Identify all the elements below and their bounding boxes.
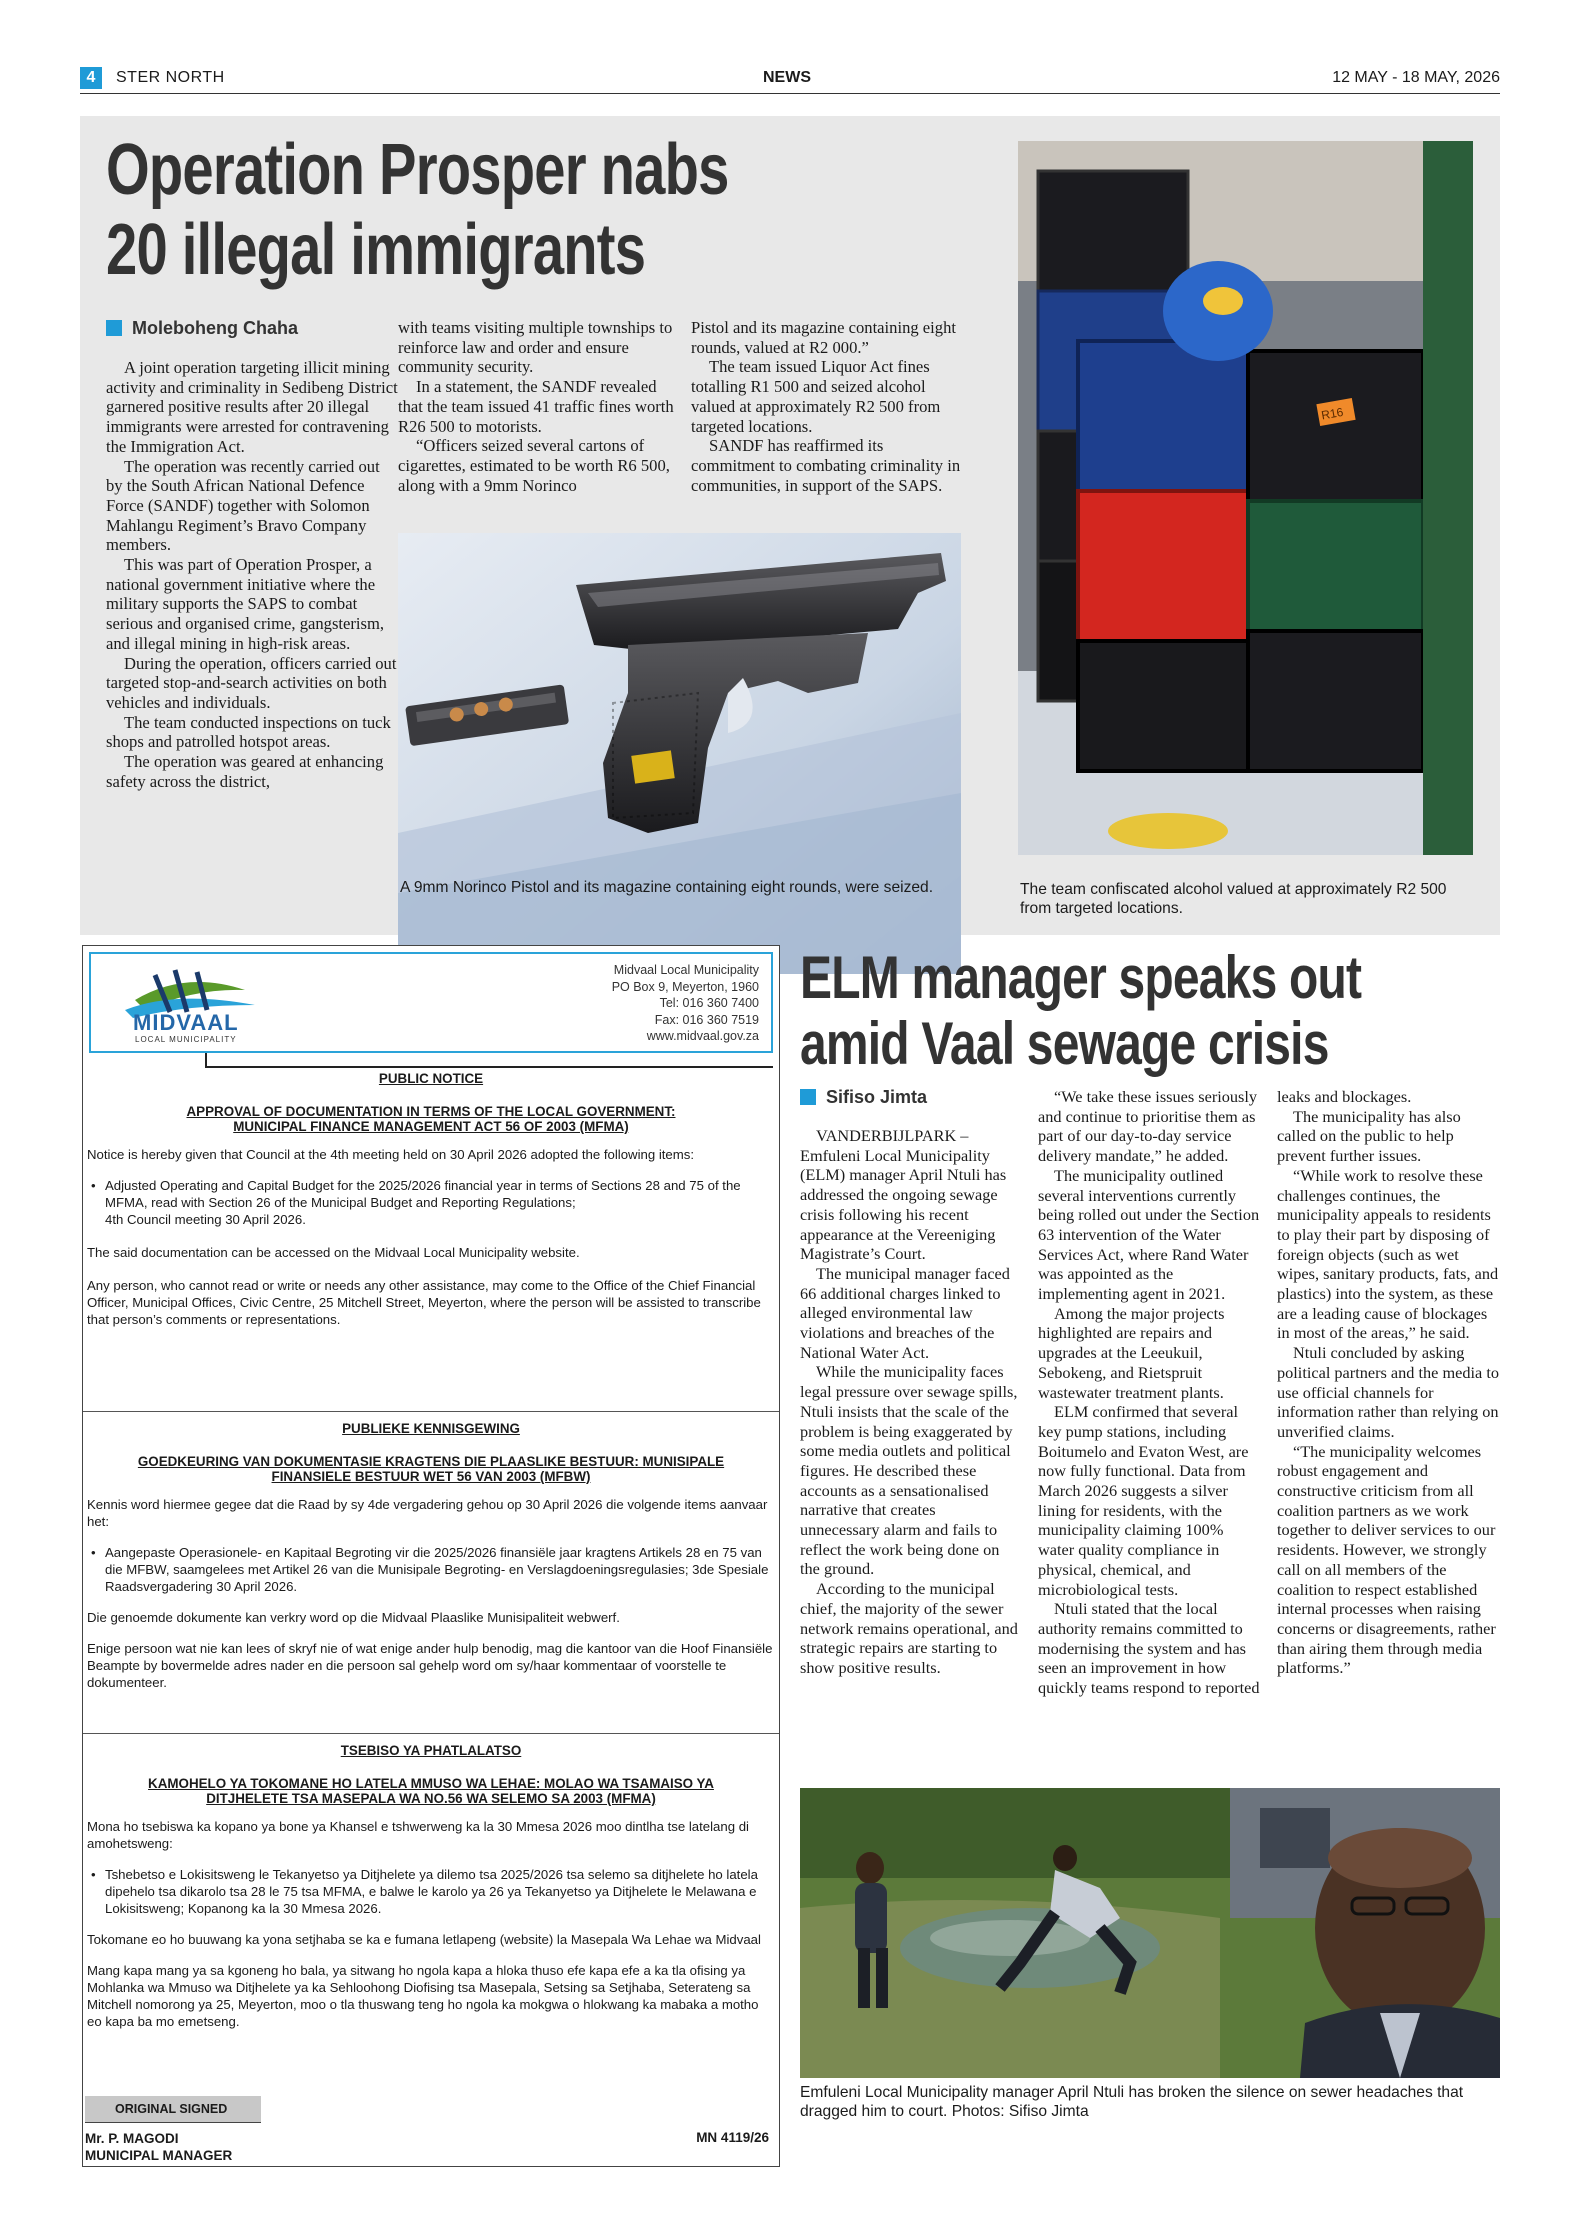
story1-headline-line2: 20 illegal immigrants xyxy=(106,210,646,290)
pistol-caption: A 9mm Norinco Pistol and its magazine containing eight rounds, were seized. xyxy=(400,879,934,896)
contact-line-4: Fax: 016 360 7519 xyxy=(654,1012,759,1027)
crates-caption: The team confiscated alcohol valued at approximately R2 500 from targeted locations. xyxy=(1020,881,1447,917)
notice-en-subtitle-1: APPROVAL OF DOCUMENTATION IN TERMS OF THE LOCAL GOVERNMENT: xyxy=(186,1104,676,1119)
byline-square-icon xyxy=(800,1089,816,1105)
notice-af-assist: Enige persoon wat nie kan lees of skryf nie of wat enige ander hulp benodig, mag die kantoor van die Hoof Finansiële Beampte by bovermelde adres nader en die persoon sal gehelp word om sy/haar kommentaar of voorstelle te dokumenteer. xyxy=(87,1641,773,1690)
notice-af-intro: Kennis word hiermee gegee dat die Raad by sy 4de vergadering gehou op 30 April 2026 die volgende items aanvaar het: xyxy=(87,1497,768,1529)
notice-st-intro: Mona ho tsebiswa ka kopano ya bone ya Khansel e tshwerweng ka la 30 Mmesa 2026 moo dintlha tse latelang di amohetsweng: xyxy=(87,1819,749,1851)
notice-af-title: PUBLIEKE KENNISGEWING xyxy=(342,1421,520,1436)
story1-column-2 xyxy=(398,318,684,495)
story2-c2-p3: Among the major projects highlighted are repairs and upgrades at the Leeukuil, Sebokeng, and Rietspruit wastewater treatment plants. xyxy=(1038,1303,1225,1402)
notice-en-assist: Any person, who cannot read or write or needs any other assistance, may come to the Office of the Chief Financial Officer, Municipal Offices, Civic Centre, 25 Mitchell Street, Meyerton, where the person will be assisted to transcribe that person’s comments or representations. xyxy=(87,1278,761,1327)
story1-column-3 xyxy=(691,318,961,495)
story2-c3-p2: The municipality has also called on the public to help prevent further issues. xyxy=(1277,1106,1461,1166)
signatory xyxy=(85,2130,232,2164)
notice-english xyxy=(87,1071,775,1328)
notice-af-subtitle-2: FINANSIELE BESTUUR WET 56 VAN 2003 (MFBW) xyxy=(271,1469,591,1484)
story1-column-1 xyxy=(106,358,398,791)
notice-separator-1 xyxy=(83,1411,779,1412)
story1-c3-p3: SANDF has reaffirmed its commitment to combating criminality in communities, in support of the SAPS. xyxy=(691,436,961,495)
issue-date: 12 MAY - 18 MAY, 2026 xyxy=(1332,69,1500,86)
notice-en-list xyxy=(87,1177,775,1211)
story2-headline-line1: ELM manager speaks out xyxy=(800,944,1362,1011)
story-operation-prosper xyxy=(80,116,1500,935)
notice-letterhead xyxy=(89,952,773,1053)
notice-en-access: The said documentation can be accessed on the Midvaal Local Municipality website. xyxy=(87,1245,580,1260)
public-notice-advert xyxy=(82,945,780,2167)
notice-st-access: Tokomane eo ho buuwang ka yona setjhaba se ka e fumana letlapeng (website) la Masepala Wa Lehae wa Midvaal xyxy=(87,1932,761,1947)
signatory-name: Mr. P. MAGODI xyxy=(85,2131,179,2146)
story2-byline xyxy=(800,1087,927,1108)
notice-af-bullet: • Aangepaste Operasionele- en Kapitaal Begroting vir die 2025/2026 finansiële jaar kragtens Artikels 28 en 75 van die MFBW, saamgelees met Artikel 26 van die Munisipale Begroting- en Verslagdoeningsregulasies; 3de Spesiale Raadsvergadering 30 April 2026. xyxy=(87,1544,775,1595)
section-label: NEWS xyxy=(763,69,811,86)
notice-af-subtitle-1: GOEDKEURING VAN DOKUMENTASIE KRAGTENS DIE PLAASLIKE BESTUUR: MUNISIPALE xyxy=(137,1454,725,1469)
header-rule xyxy=(80,93,1500,94)
page-header xyxy=(80,64,1500,92)
notice-afrikaans xyxy=(87,1421,775,1691)
story2-column-2 xyxy=(1038,1087,1260,1698)
story-elm-manager xyxy=(800,945,1500,2175)
notice-st-title: TSEBISO YA PHATLALATSO xyxy=(340,1743,522,1758)
publication-name: STER NORTH xyxy=(116,69,225,86)
story1-c1-p4: During the operation, officers carried out targeted stop-and-search activities on both vehicles and individuals. xyxy=(106,653,397,712)
contact-line-2: PO Box 9, Meyerton, 1960 xyxy=(611,979,759,994)
story1-c3-p1: Pistol and its magazine containing eight rounds, valued at R2 000.” xyxy=(691,318,956,357)
story2-c1-p2: The municipal manager faced 66 additional charges linked to alleged environmental law violations and breaches of the National Water Act. xyxy=(800,1263,1010,1362)
notice-ref: MN 4119/26 xyxy=(696,2130,769,2145)
letterhead-bracket-v xyxy=(205,1053,207,1067)
story1-c1-p3: This was part of Operation Prosper, a national government initiative where the military supports the SAPS to combat serious and organised crime, gangsterism, and illegal mining in high-risk areas. xyxy=(106,555,385,653)
crates-illustration xyxy=(1018,141,1473,855)
photo-crates xyxy=(1018,141,1473,855)
pistol-illustration xyxy=(398,533,961,974)
story2-c3-p1: leaks and blockages. xyxy=(1277,1087,1412,1106)
story1-c3-p2: The team issued Liquor Act fines totalling R1 500 and seized alcohol valued at approximately R2 500 from targeted locations. xyxy=(691,357,941,436)
story1-c1-p1: A joint operation targeting illicit mining activity and criminality in Sedibeng District garnered positive results after 20 illegal immigrants were arrested for contravening the Immigration Act. xyxy=(106,358,398,456)
story2-column-1 xyxy=(800,1126,1018,1678)
story2-headline-line2: amid Vaal sewage crisis xyxy=(800,1010,1329,1077)
contact-line-1: Midvaal Local Municipality xyxy=(613,963,759,977)
crate-sticker-text: R16 xyxy=(1320,404,1345,423)
story1-c2-p3: “Officers seized several cartons of cigarettes, estimated to be worth R6 500, along with a 9mm Norinco xyxy=(398,436,670,495)
story2-c2-p1: “We take these issues seriously and continue to prioritise them as part of our day-to-day service delivery mandate,” he added. xyxy=(1038,1087,1258,1166)
notice-af-list xyxy=(87,1544,775,1595)
story2-c2-p5: Ntuli stated that the local authority remains committed to modernising the system and has seen an improvement in how quickly teams respond to reported xyxy=(1038,1599,1260,1698)
notice-en-title: PUBLIC NOTICE xyxy=(378,1071,484,1086)
story2-c1-p4: According to the municipal chief, the majority of the sewer network remains operational, and strategic repairs are starting to show positive results. xyxy=(800,1579,1018,1677)
notice-st-list xyxy=(87,1866,775,1917)
signature-line xyxy=(85,2122,261,2123)
midvaal-logo-name: MIDVAAL xyxy=(133,1010,239,1035)
page-number: 4 xyxy=(80,67,102,89)
story2-c2-p4: ELM confirmed that several key pump stations, including Boitumelo and Evaton West, are now fully functional. Data from March 2026 suggests a silver lining for residents, with the municipality claiming 100% water quality compliance in physical, chemical, and microbiological tests. xyxy=(1038,1402,1249,1599)
story2-headline xyxy=(800,945,1361,1077)
story1-byline xyxy=(106,318,298,339)
notice-st-subtitle-1: KAMOHELO YA TOKOMANE HO LATELA MMUSO WA LEHAE: MOLAO WA TSAMAISO YA xyxy=(148,1776,714,1791)
notice-separator-2 xyxy=(83,1733,779,1734)
notice-st-subtitle-2: DITJHELETE TSA MASEPALA WA NO.56 WA SELEMO SA 2003 (MFMA) xyxy=(206,1791,656,1806)
story2-c3-p3: “While work to resolve these challenges continues, the municipality appeals to residents to play their part by disposing of foreign objects (such as wet wipes, sanitary products, fats, and plastics) into the system, as these are a leading cause of blockages in most of the areas,” he said. xyxy=(1277,1165,1499,1343)
sewage-caption: Emfuleni Local Municipality manager April Ntuli has broken the silence on sewer headaches that dragged him to court. Photos: Sifiso Jimta xyxy=(800,2084,1464,2120)
notice-st-bullet: • Tshebetso e Lokisitsweng le Tekanyetso ya Ditjhelete ya dilemo tsa 2025/2026 tsa selemo sa ditjhelete ho latela dipehelo tsa dikarolo tsa 28 le 75 tsa MFMA, e balwe le karolo ya 26 ya Tekanyetso ya Ditjhelete le Melawana e Lokisitsweng; Kopanong ka la 30 Mmesa 2026. xyxy=(87,1866,775,1917)
story1-c1-p2: The operation was recently carried out by the South African National Defence Force (SANDF) together with Solomon Mahlangu Regiment’s Bravo Company members. xyxy=(106,456,380,555)
photo-pistol xyxy=(398,533,961,974)
original-signed-box: ORIGINAL SIGNED xyxy=(85,2096,261,2122)
notice-en-intro: Notice is hereby given that Council at the 4th meeting held on 30 April 2026 adopted the following items: xyxy=(87,1147,695,1162)
notice-en-subtitle-2: MUNICIPAL FINANCE MANAGEMENT ACT 56 OF 2003 (MFMA) xyxy=(233,1119,629,1134)
story1-c1-p6: The operation was geared at enhancing safety across the district, xyxy=(106,752,384,791)
story2-column-3 xyxy=(1277,1087,1500,1678)
story1-byline-name: Moleboheng Chaha xyxy=(132,318,298,338)
midvaal-logo xyxy=(115,960,265,1048)
sewage-scene-illustration xyxy=(800,1788,1500,2078)
story1-c2-p1: with teams visiting multiple townships to reinforce law and order and ensure community security. xyxy=(398,318,673,377)
contact-line-3: Tel: 016 360 7400 xyxy=(659,996,759,1010)
midvaal-logo-sub: LOCAL MUNICIPALITY xyxy=(135,1035,237,1044)
story1-c2-p2: In a statement, the SANDF revealed that the team issued 41 traffic fines worth R26 500 to motorists. xyxy=(398,377,674,436)
byline-square-icon xyxy=(106,320,122,336)
notice-en-bullet: • Adjusted Operating and Capital Budget for the 2025/2026 financial year in terms of Sections 28 and 75 of the MFMA, read with Section 26 of the Municipal Budget and Reporting Regulations; xyxy=(87,1177,775,1211)
story1-headline-line1: Operation Prosper nabs xyxy=(106,130,729,210)
story2-c1-p1: VANDERBIJLPARK – Emfuleni Local Municipality (ELM) manager April Ntuli has addressed the ongoing sewage crisis following his recent appearance at the Vereeniging Magistrate’s Court. xyxy=(800,1126,1007,1264)
letterhead-bracket-h xyxy=(205,1066,773,1068)
notice-en-bullet-cont: 4th Council meeting 30 April 2026. xyxy=(105,1212,306,1227)
contact-line-5: www.midvaal.gov.za xyxy=(646,1029,759,1043)
notice-af-access: Die genoemde dokumente kan verkry word op die Midvaal Plaaslike Munisipaliteit webwerf. xyxy=(87,1610,620,1625)
story1-c1-p5: The team conducted inspections on tuck shops and patrolled hotspot areas. xyxy=(106,712,391,752)
notice-sesotho xyxy=(87,1743,775,2030)
story2-byline-name: Sifiso Jimta xyxy=(826,1087,928,1107)
signatory-title: MUNICIPAL MANAGER xyxy=(85,2148,233,2163)
notice-st-assist: Mang kapa mang ya sa kgoneng ho bala, ya sitwang ho ngola kapa a hloka thuso efe kapa efe a ka tla ofising ya Mohlanka wa Mmuso wa Ditjhelete ya ka Sehloohong Diofising tsa Masepala, Setsing sa Setjhaba, Seterateng sa Mitchell nomorong ya 25, Meyerton, moo o tla thuswang teng ho ngola ka mokgwa o hlokwang ka mabaka a motho eo kapa ba mo emetseng. xyxy=(87,1963,759,2029)
story2-c2-p2: The municipality outlined several interventions currently being rolled out under the Section 63 intervention of the Water Services Act, where Rand Water was appointed as the implementing agent in 2021. xyxy=(1038,1165,1260,1304)
story1-headline xyxy=(106,130,729,290)
photo-sewage-ntuli xyxy=(800,1788,1500,2078)
story2-c3-p5: “The municipality welcomes robust engagement and constructive criticism from all coalition partners as we work together to deliver services to our residents. However, we strongly call on all members of the coalition to respect established internal processes when raising concerns or disagreements, rather than airing them through media platforms.” xyxy=(1277,1441,1496,1678)
notice-contact-block xyxy=(612,962,759,1045)
story2-c1-p3: While the municipality faces legal pressure over sewage spills, Ntuli insists that the scale of the problem is being exaggerated by some media outlets and political figures. He described these accounts as a sensationalised narrative that creates unnecessary alarm and fails to reflect the work being done on the ground. xyxy=(800,1362,1018,1579)
story2-c3-p4: Ntuli concluded by asking political partners and the media to use official channels for information rather than relying on unverified claims. xyxy=(1277,1343,1499,1441)
